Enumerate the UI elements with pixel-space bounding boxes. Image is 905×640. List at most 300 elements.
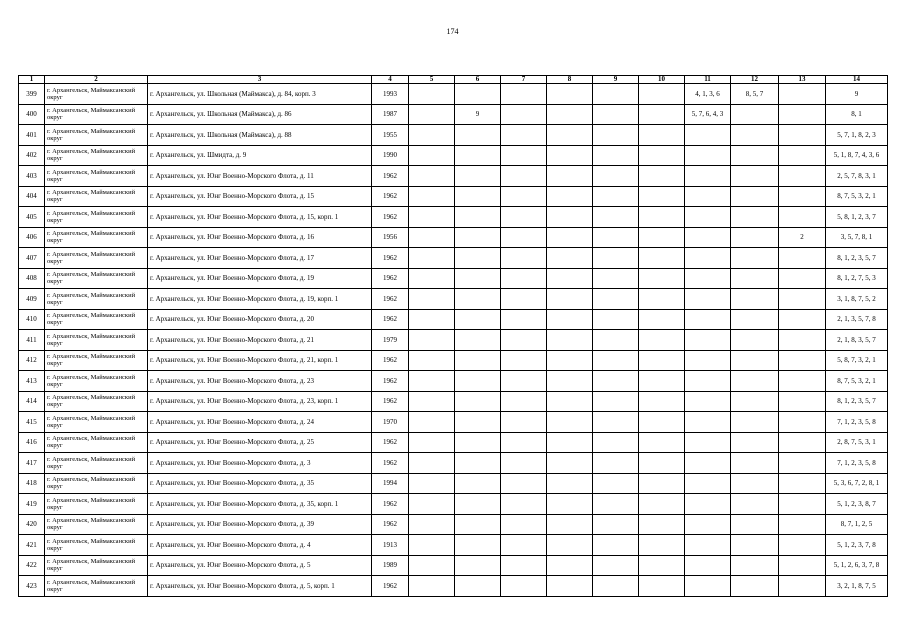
address-cell: г. Архангельск, ул. Юнг Военно-Морского Флота, д. 17	[148, 248, 372, 269]
col10-cell	[639, 84, 685, 105]
col12-cell	[731, 576, 779, 597]
address-cell: г. Архангельск, ул. Юнг Военно-Морского Флота, д. 23	[148, 371, 372, 392]
col8-cell	[547, 84, 593, 105]
col9-cell	[593, 268, 639, 289]
district-cell: г. Архангельск, Маймаксанский округ	[45, 248, 148, 269]
address-cell: г. Архангельск, ул. Юнг Военно-Морского Флота, д. 21	[148, 330, 372, 351]
district-cell: г. Архангельск, Маймаксанский округ	[45, 371, 148, 392]
year-cell: 1962	[372, 453, 409, 474]
col11-cell	[685, 432, 731, 453]
col14-cell: 5, 8, 1, 2, 3, 7	[826, 207, 888, 228]
address-cell: г. Архангельск, ул. Юнг Военно-Морского Флота, д. 24	[148, 412, 372, 433]
row-number: 420	[19, 514, 45, 535]
col9-cell	[593, 330, 639, 351]
col11-cell	[685, 412, 731, 433]
col13-cell	[779, 555, 826, 576]
col13-cell	[779, 432, 826, 453]
col14-cell: 2, 1, 3, 5, 7, 8	[826, 309, 888, 330]
col12-cell	[731, 535, 779, 556]
col14-cell: 5, 7, 1, 8, 2, 3	[826, 125, 888, 146]
col8-cell	[547, 514, 593, 535]
col10-cell	[639, 350, 685, 371]
col13-cell	[779, 166, 826, 187]
col13-cell	[779, 391, 826, 412]
col14-cell: 8, 7, 5, 3, 2, 1	[826, 186, 888, 207]
year-cell: 1979	[372, 330, 409, 351]
col9-cell	[593, 350, 639, 371]
district-cell: г. Архангельск, Маймаксанский округ	[45, 412, 148, 433]
col13-cell	[779, 104, 826, 125]
col12-cell	[731, 514, 779, 535]
col9-cell	[593, 289, 639, 310]
column-header: 4	[372, 76, 409, 84]
table-row	[19, 432, 888, 453]
table-row	[19, 309, 888, 330]
row-number: 416	[19, 432, 45, 453]
col8-cell	[547, 145, 593, 166]
district-cell: г. Архангельск, Маймаксанский округ	[45, 268, 148, 289]
col14-cell: 5, 3, 6, 7, 2, 8, 1	[826, 473, 888, 494]
col5-cell	[409, 371, 455, 392]
col7-cell	[501, 227, 547, 248]
col6-cell	[455, 309, 501, 330]
row-number: 414	[19, 391, 45, 412]
col9-cell	[593, 166, 639, 187]
table-row	[19, 555, 888, 576]
address-cell: г. Архангельск, ул. Юнг Военно-Морского Флота, д. 20	[148, 309, 372, 330]
col12-cell	[731, 186, 779, 207]
col6-cell	[455, 125, 501, 146]
col12-cell	[731, 330, 779, 351]
col11-cell	[685, 309, 731, 330]
col10-cell	[639, 494, 685, 515]
col11-cell	[685, 555, 731, 576]
col5-cell	[409, 432, 455, 453]
col7-cell	[501, 473, 547, 494]
col10-cell	[639, 391, 685, 412]
address-cell: г. Архангельск, ул. Юнг Военно-Морского Флота, д. 5	[148, 555, 372, 576]
col10-cell	[639, 227, 685, 248]
col14-cell: 3, 1, 8, 7, 5, 2	[826, 289, 888, 310]
col14-cell: 5, 1, 8, 7, 4, 3, 6	[826, 145, 888, 166]
col12-cell	[731, 412, 779, 433]
address-cell: г. Архангельск, ул. Юнг Военно-Морского Флота, д. 16	[148, 227, 372, 248]
col11-cell	[685, 125, 731, 146]
col8-cell	[547, 330, 593, 351]
year-cell: 1990	[372, 145, 409, 166]
col9-cell	[593, 576, 639, 597]
address-cell: г. Архангельск, ул. Юнг Военно-Морского Флота, д. 35, корп. 1	[148, 494, 372, 515]
col6-cell	[455, 227, 501, 248]
address-cell: г. Архангельск, ул. Шмидта, д. 9	[148, 145, 372, 166]
column-header: 3	[148, 76, 372, 84]
col7-cell	[501, 330, 547, 351]
col5-cell	[409, 494, 455, 515]
col5-cell	[409, 166, 455, 187]
col8-cell	[547, 248, 593, 269]
col6-cell	[455, 453, 501, 474]
column-header: 9	[593, 76, 639, 84]
col14-cell: 8, 7, 5, 3, 2, 1	[826, 371, 888, 392]
year-cell: 1962	[372, 350, 409, 371]
col13-cell	[779, 309, 826, 330]
row-number: 418	[19, 473, 45, 494]
table-row	[19, 145, 888, 166]
col11-cell: 5, 7, 6, 4, 3	[685, 104, 731, 125]
data-table	[18, 75, 888, 597]
col8-cell	[547, 227, 593, 248]
col6-cell	[455, 207, 501, 228]
col10-cell	[639, 412, 685, 433]
col11-cell: 4, 1, 3, 6	[685, 84, 731, 105]
col10-cell	[639, 535, 685, 556]
row-number: 411	[19, 330, 45, 351]
col7-cell	[501, 84, 547, 105]
col6-cell	[455, 555, 501, 576]
col12-cell	[731, 145, 779, 166]
table-row	[19, 84, 888, 105]
table-row	[19, 371, 888, 392]
row-number: 417	[19, 453, 45, 474]
col5-cell	[409, 248, 455, 269]
col6-cell	[455, 248, 501, 269]
col6-cell	[455, 412, 501, 433]
col12-cell	[731, 350, 779, 371]
year-cell: 1962	[372, 289, 409, 310]
col13-cell	[779, 514, 826, 535]
year-cell: 1987	[372, 104, 409, 125]
col5-cell	[409, 145, 455, 166]
col9-cell	[593, 104, 639, 125]
district-cell: г. Архангельск, Маймаксанский округ	[45, 309, 148, 330]
address-cell: г. Архангельск, ул. Юнг Военно-Морского Флота, д. 15, корп. 1	[148, 207, 372, 228]
column-header: 6	[455, 76, 501, 84]
col12-cell	[731, 494, 779, 515]
col10-cell	[639, 125, 685, 146]
district-cell: г. Архангельск, Маймаксанский округ	[45, 453, 148, 474]
col10-cell	[639, 514, 685, 535]
table-row	[19, 125, 888, 146]
table-row	[19, 350, 888, 371]
table-row	[19, 330, 888, 351]
col9-cell	[593, 84, 639, 105]
row-number: 407	[19, 248, 45, 269]
col11-cell	[685, 371, 731, 392]
year-cell: 1962	[372, 391, 409, 412]
col12-cell	[731, 555, 779, 576]
district-cell: г. Архангельск, Маймаксанский округ	[45, 104, 148, 125]
col8-cell	[547, 576, 593, 597]
district-cell: г. Архангельск, Маймаксанский округ	[45, 432, 148, 453]
col11-cell	[685, 391, 731, 412]
row-number: 399	[19, 84, 45, 105]
col8-cell	[547, 104, 593, 125]
col8-cell	[547, 555, 593, 576]
col7-cell	[501, 289, 547, 310]
row-number: 402	[19, 145, 45, 166]
address-cell: г. Архангельск, ул. Школьная (Маймакса), д. 84, корп. 3	[148, 84, 372, 105]
district-cell: г. Архангельск, Маймаксанский округ	[45, 514, 148, 535]
col14-cell: 2, 1, 8, 3, 5, 7	[826, 330, 888, 351]
col9-cell	[593, 371, 639, 392]
col6-cell	[455, 84, 501, 105]
row-number: 419	[19, 494, 45, 515]
col5-cell	[409, 289, 455, 310]
address-cell: г. Архангельск, ул. Юнг Военно-Морского Флота, д. 15	[148, 186, 372, 207]
address-cell: г. Архангельск, ул. Юнг Военно-Морского Флота, д. 11	[148, 166, 372, 187]
column-header: 8	[547, 76, 593, 84]
row-number: 410	[19, 309, 45, 330]
row-number: 413	[19, 371, 45, 392]
col9-cell	[593, 412, 639, 433]
col6-cell	[455, 576, 501, 597]
col7-cell	[501, 125, 547, 146]
col13-cell	[779, 145, 826, 166]
col11-cell	[685, 227, 731, 248]
col14-cell: 5, 1, 2, 3, 8, 7	[826, 494, 888, 515]
row-number: 403	[19, 166, 45, 187]
col6-cell	[455, 186, 501, 207]
address-cell: г. Архангельск, ул. Юнг Военно-Морского Флота, д. 25	[148, 432, 372, 453]
table-row	[19, 514, 888, 535]
col5-cell	[409, 330, 455, 351]
year-cell: 1962	[372, 514, 409, 535]
col7-cell	[501, 453, 547, 474]
column-header: 1	[19, 76, 45, 84]
col10-cell	[639, 309, 685, 330]
district-cell: г. Архангельск, Маймаксанский округ	[45, 207, 148, 228]
col9-cell	[593, 145, 639, 166]
district-cell: г. Архангельск, Маймаксанский округ	[45, 330, 148, 351]
col14-cell: 7, 1, 2, 3, 5, 8	[826, 412, 888, 433]
col10-cell	[639, 371, 685, 392]
col10-cell	[639, 104, 685, 125]
col7-cell	[501, 535, 547, 556]
col6-cell	[455, 268, 501, 289]
table-row	[19, 104, 888, 125]
col8-cell	[547, 535, 593, 556]
year-cell: 1962	[372, 186, 409, 207]
col14-cell: 3, 5, 7, 8, 1	[826, 227, 888, 248]
address-cell: г. Архангельск, ул. Школьная (Маймакса), д. 88	[148, 125, 372, 146]
col10-cell	[639, 432, 685, 453]
column-header: 11	[685, 76, 731, 84]
col7-cell	[501, 309, 547, 330]
col5-cell	[409, 473, 455, 494]
col11-cell	[685, 268, 731, 289]
col7-cell	[501, 268, 547, 289]
district-cell: г. Архангельск, Маймаксанский округ	[45, 555, 148, 576]
col7-cell	[501, 514, 547, 535]
col5-cell	[409, 514, 455, 535]
col12-cell	[731, 104, 779, 125]
col13-cell	[779, 350, 826, 371]
district-cell: г. Архангельск, Маймаксанский округ	[45, 125, 148, 146]
column-header: 2	[45, 76, 148, 84]
address-cell: г. Архангельск, ул. Юнг Военно-Морского Флота, д. 19, корп. 1	[148, 289, 372, 310]
col7-cell	[501, 555, 547, 576]
col12-cell	[731, 432, 779, 453]
col11-cell	[685, 473, 731, 494]
col11-cell	[685, 166, 731, 187]
col12-cell	[731, 166, 779, 187]
table-row	[19, 494, 888, 515]
col13-cell	[779, 207, 826, 228]
table-row	[19, 576, 888, 597]
col13-cell	[779, 412, 826, 433]
col8-cell	[547, 412, 593, 433]
col7-cell	[501, 350, 547, 371]
page-number: 174	[446, 27, 459, 36]
row-number: 415	[19, 412, 45, 433]
col13-cell	[779, 453, 826, 474]
col12-cell	[731, 453, 779, 474]
address-cell: г. Архангельск, ул. Юнг Военно-Морского Флота, д. 35	[148, 473, 372, 494]
col11-cell	[685, 248, 731, 269]
col12-cell	[731, 125, 779, 146]
col8-cell	[547, 391, 593, 412]
col14-cell: 7, 1, 2, 3, 5, 8	[826, 453, 888, 474]
address-cell: г. Архангельск, ул. Юнг Военно-Морского Флота, д. 4	[148, 535, 372, 556]
col6-cell	[455, 330, 501, 351]
col13-cell	[779, 371, 826, 392]
col9-cell	[593, 494, 639, 515]
col12-cell	[731, 227, 779, 248]
col13-cell	[779, 576, 826, 597]
column-header: 7	[501, 76, 547, 84]
district-cell: г. Архангельск, Маймаксанский округ	[45, 391, 148, 412]
col7-cell	[501, 186, 547, 207]
col9-cell	[593, 391, 639, 412]
col14-cell: 2, 5, 7, 8, 3, 1	[826, 166, 888, 187]
col7-cell	[501, 104, 547, 125]
col8-cell	[547, 268, 593, 289]
row-number: 405	[19, 207, 45, 228]
col7-cell	[501, 145, 547, 166]
year-cell: 1955	[372, 125, 409, 146]
col9-cell	[593, 555, 639, 576]
col10-cell	[639, 576, 685, 597]
row-number: 404	[19, 186, 45, 207]
col6-cell	[455, 350, 501, 371]
col11-cell	[685, 576, 731, 597]
col13-cell	[779, 289, 826, 310]
col11-cell	[685, 330, 731, 351]
col5-cell	[409, 391, 455, 412]
district-cell: г. Архангельск, Маймаксанский округ	[45, 145, 148, 166]
col5-cell	[409, 535, 455, 556]
col5-cell	[409, 104, 455, 125]
col9-cell	[593, 473, 639, 494]
col14-cell: 5, 1, 2, 3, 7, 8	[826, 535, 888, 556]
col8-cell	[547, 289, 593, 310]
col11-cell	[685, 453, 731, 474]
col7-cell	[501, 248, 547, 269]
col14-cell: 5, 1, 2, 6, 3, 7, 8	[826, 555, 888, 576]
col8-cell	[547, 350, 593, 371]
col7-cell	[501, 412, 547, 433]
col8-cell	[547, 453, 593, 474]
row-number: 401	[19, 125, 45, 146]
col6-cell	[455, 535, 501, 556]
col8-cell	[547, 309, 593, 330]
col5-cell	[409, 309, 455, 330]
address-cell: г. Архангельск, ул. Юнг Военно-Морского Флота, д. 39	[148, 514, 372, 535]
col5-cell	[409, 125, 455, 146]
address-cell: г. Архангельск, ул. Юнг Военно-Морского Флота, д. 23, корп. 1	[148, 391, 372, 412]
address-cell: г. Архангельск, ул. Юнг Военно-Морского Флота, д. 3	[148, 453, 372, 474]
row-number: 406	[19, 227, 45, 248]
row-number: 400	[19, 104, 45, 125]
col14-cell: 9	[826, 84, 888, 105]
col10-cell	[639, 166, 685, 187]
year-cell: 1962	[372, 207, 409, 228]
col13-cell	[779, 535, 826, 556]
col12-cell	[731, 473, 779, 494]
col11-cell	[685, 535, 731, 556]
col9-cell	[593, 432, 639, 453]
col13-cell	[779, 268, 826, 289]
col10-cell	[639, 268, 685, 289]
col9-cell	[593, 309, 639, 330]
col5-cell	[409, 576, 455, 597]
col7-cell	[501, 371, 547, 392]
col12-cell	[731, 289, 779, 310]
col10-cell	[639, 330, 685, 351]
col14-cell: 8, 1, 2, 3, 5, 7	[826, 391, 888, 412]
district-cell: г. Архангельск, Маймаксанский округ	[45, 576, 148, 597]
year-cell: 1962	[372, 494, 409, 515]
table-row	[19, 268, 888, 289]
col13-cell	[779, 330, 826, 351]
col11-cell	[685, 514, 731, 535]
year-cell: 1994	[372, 473, 409, 494]
col6-cell	[455, 289, 501, 310]
col14-cell: 8, 1	[826, 104, 888, 125]
col6-cell	[455, 166, 501, 187]
column-header: 13	[779, 76, 826, 84]
col9-cell	[593, 535, 639, 556]
district-cell: г. Архангельск, Маймаксанский округ	[45, 84, 148, 105]
col7-cell	[501, 166, 547, 187]
col11-cell	[685, 207, 731, 228]
year-cell: 1913	[372, 535, 409, 556]
col13-cell	[779, 186, 826, 207]
col5-cell	[409, 350, 455, 371]
col9-cell	[593, 227, 639, 248]
col10-cell	[639, 453, 685, 474]
column-header: 14	[826, 76, 888, 84]
col11-cell	[685, 186, 731, 207]
col6-cell	[455, 473, 501, 494]
year-cell: 1962	[372, 248, 409, 269]
col5-cell	[409, 555, 455, 576]
col6-cell	[455, 494, 501, 515]
col12-cell: 8, 5, 7	[731, 84, 779, 105]
district-cell: г. Архангельск, Маймаксанский округ	[45, 494, 148, 515]
col9-cell	[593, 248, 639, 269]
district-cell: г. Архангельск, Маймаксанский округ	[45, 166, 148, 187]
district-cell: г. Архангельск, Маймаксанский округ	[45, 535, 148, 556]
col6-cell	[455, 432, 501, 453]
col10-cell	[639, 289, 685, 310]
table-row	[19, 207, 888, 228]
col8-cell	[547, 494, 593, 515]
year-cell: 1962	[372, 576, 409, 597]
column-header: 12	[731, 76, 779, 84]
year-cell: 1962	[372, 371, 409, 392]
col7-cell	[501, 494, 547, 515]
